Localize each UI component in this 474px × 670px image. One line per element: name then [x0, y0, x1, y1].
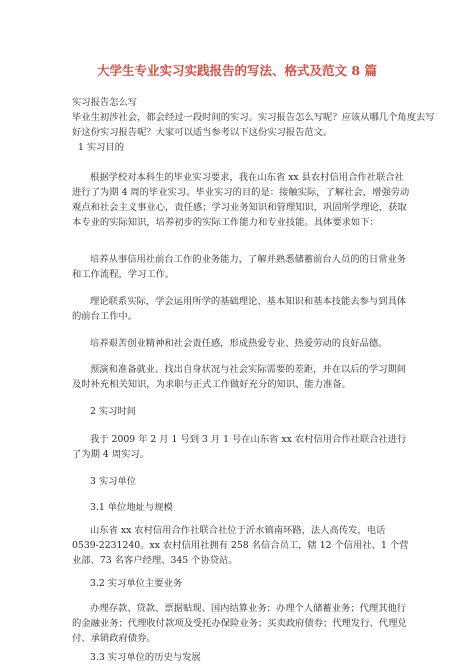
requirement-3: 培养艰苦创业精神和社会责任感，形成热爱专业、热爱劳动的良好品德。 [90, 338, 388, 349]
section-1-heading: 1 实习目的 [78, 142, 125, 153]
section-1-paragraph: 根据学校对本科生的毕业实习要求，我在山东省 xx 县农村信用合作社联合社进行了为期 4 周的毕业实习。毕业实习的目的是：接触实际，了解社会，增强劳动观点和社会主义事业心，责任感；学习业务知识和管理知识，巩固所学理论，获取本专业的实际知识，培养初步的实际工作能力和专业技能。具体要求如下： [72, 172, 410, 228]
section-2-heading: 2 实习时间 [90, 406, 137, 417]
section-3-3-heading: 3.3 实习单位的历史与发展 [90, 652, 201, 663]
section-3-1-paragraph: 山东省 xx 农村信用合作社联合社位于沂水镇南环路，法人高传发，电话 0539-2231240。xx 农村信用社拥有 258 名信合员工，辖 12 个信用社、1 个营业部、73 名客户经理、345 个协贷站。 [72, 525, 409, 566]
section-3-2-heading: 3.2 实习单位主要业务 [90, 578, 183, 589]
section-3-heading: 3 实习单位 [90, 476, 137, 487]
section-2-paragraph: 我于 2009 年 2 月 1 号到 3 月 1 号在山东省 xx 农村信用合作社联合社进行了为期 4 周实习。 [72, 434, 407, 460]
requirement-4: 预演和准备就业。找出自身状况与社会实际需要的差距，并在以后的学习期间及时补充相关知识，为求职与正式工作做好充分的知识、能力准备。 [72, 364, 407, 390]
intro-line-1: 实习报告怎么写 [72, 97, 138, 108]
document-title: 大学生专业实习实践报告的写法、格式及范文 8 篇 [97, 63, 377, 78]
intro [72, 95, 435, 140]
requirement-1: 培养从事信用社前台工作的业务能力，了解并熟悉储蓄前台人员的的日常业务和工作流程，学习工作。 [72, 254, 407, 280]
section-3-1-heading: 3.1 单位地址与规模 [90, 502, 173, 513]
requirement-2: 理论联系实际，学会运用所学的基础理论、基本知识和基本技能去参与到具体的前台工作中。 [72, 296, 407, 322]
intro-line-3: 好这份实习报告呢？大家可以适当参考以下这份实习报告范文。 [72, 127, 333, 138]
intro-line-2: 毕业生初涉社会，都会经过一段时间的实习。实习报告怎么写呢？应该从哪几个角度去写 [72, 112, 435, 123]
section-3-2-paragraph: 办理存款、贷款、票据贴现、国内结算业务；办理个人储蓄业务；代理其他行的金融业务；代理收付款项及受托办保险业务；买卖政府债券；代理发行、代理兑付、承销政府债券。 [72, 603, 407, 644]
